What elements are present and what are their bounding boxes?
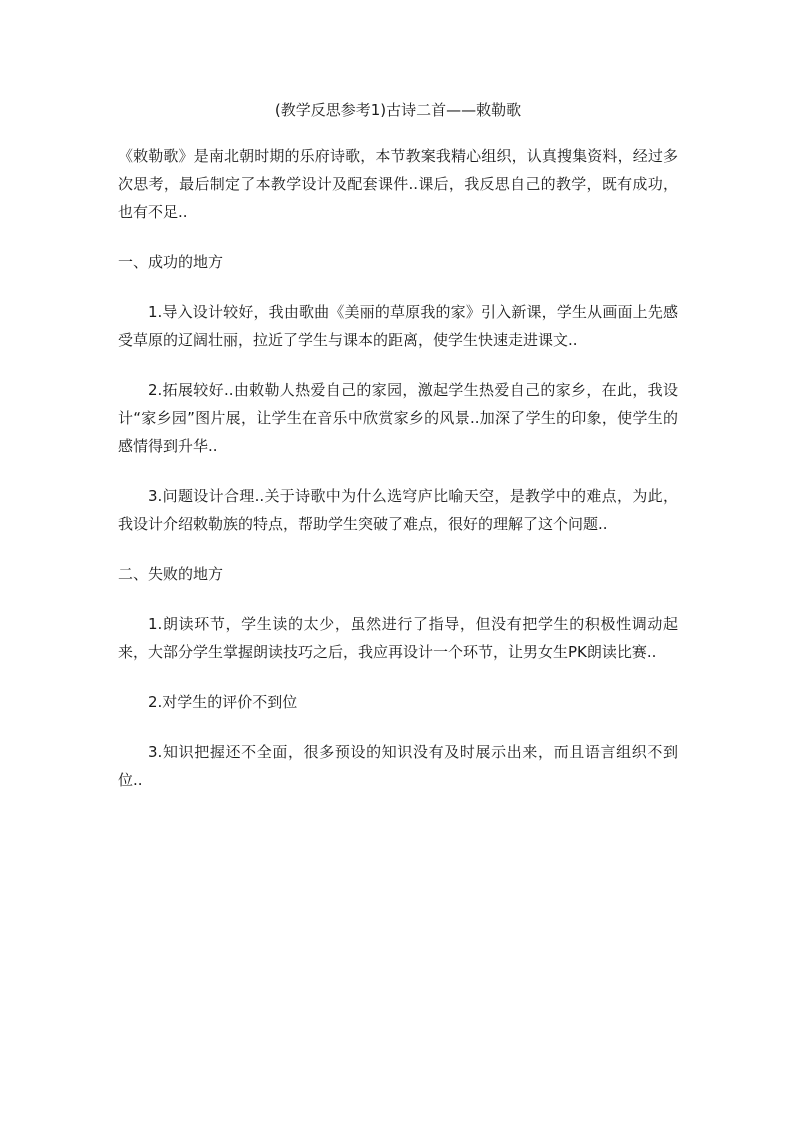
failure-item-1: 1.朗读环节，学生读的太少，虽然进行了指导，但没有把学生的积极性调动起来，大部分学生掌握朗读技巧之后，我应再设计一个环节，让男女生PK朗读比赛..: [118, 615, 678, 661]
failure-item-2: 2.对学生的评价不到位: [148, 693, 298, 711]
success-item-2: 2.拓展较好..由敕勒人热爱自己的家园，激起学生热爱自己的家乡，在此，我设计“家乡园”图片展，让学生在音乐中欣赏家乡的风景..加深了学生的印象，使学生的感情得到升华..: [118, 381, 678, 455]
document-title: (教学反思参考1)古诗二首——敕勒歌: [274, 101, 522, 119]
document-content: [118, 96, 678, 816]
success-item-1: 1.导入设计较好，我由歌曲《美丽的草原我的家》引入新课，学生从画面上先感受草原的辽阔壮丽，拉近了学生与课本的距离，使学生快速走进课文..: [118, 303, 678, 349]
intro-paragraph: 《敕勒歌》是南北朝时期的乐府诗歌，本节教案我精心组织，认真搜集资料，经过多次思考，最后制定了本教学设计及配套课件..课后，我反思自己的教学，既有成功，也有不足..: [118, 147, 678, 221]
section-heading-success: 一、成功的地方: [118, 253, 224, 271]
success-item-3: 3.问题设计合理..关于诗歌中为什么选穹庐比喻天空，是教学中的难点，为此，我设计介绍敕勒族的特点，帮助学生突破了难点，很好的理解了这个问题..: [118, 487, 678, 533]
failure-item-3: 3.知识把握还不全面，很多预设的知识没有及时展示出来，而且语言组织不到位..: [118, 743, 678, 789]
section-heading-failure: 二、失败的地方: [118, 565, 224, 583]
